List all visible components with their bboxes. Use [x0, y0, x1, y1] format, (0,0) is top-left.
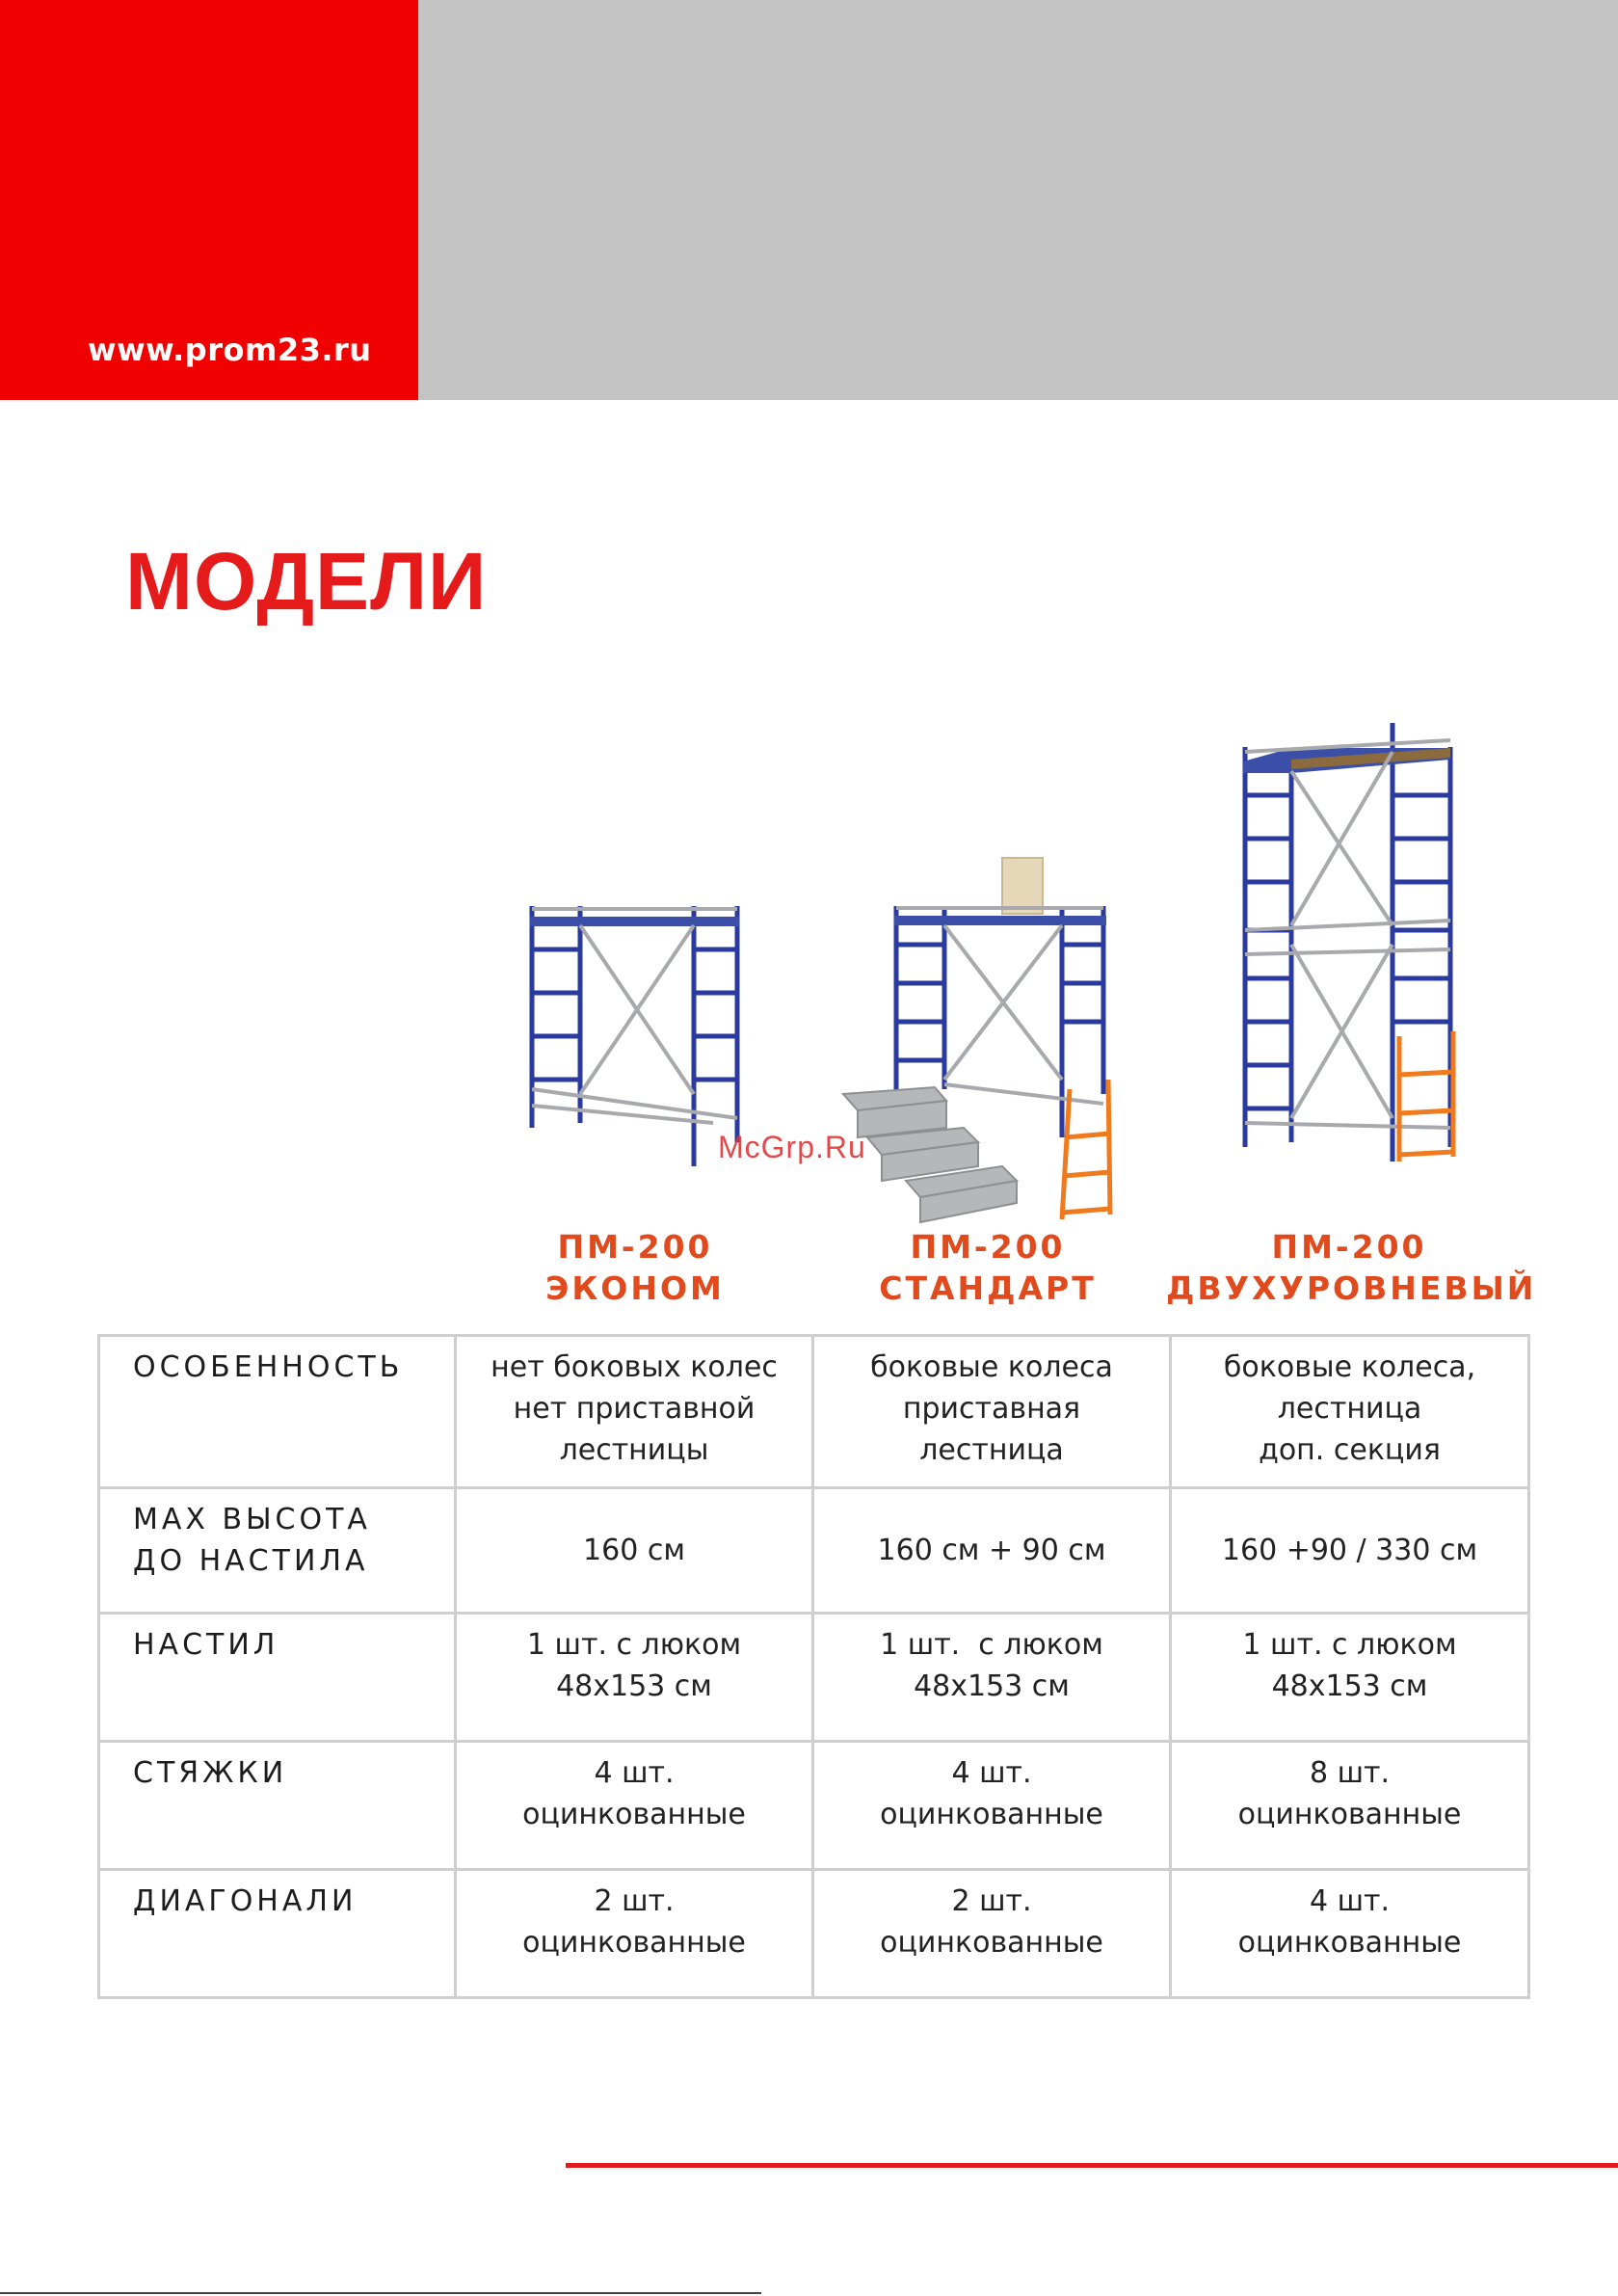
cell-line: 48х153 см [1271, 1669, 1428, 1703]
model-name-line1: ПМ-200 [1271, 1228, 1427, 1266]
cell-line: 48х153 см [556, 1669, 712, 1703]
table-cell [456, 1614, 813, 1742]
table-cell [456, 1742, 813, 1870]
cell-line: лестница [1277, 1392, 1422, 1426]
label-line: ДИАГОНАЛИ [133, 1884, 358, 1918]
row-label [99, 1870, 456, 1998]
specs-table [97, 1334, 1530, 1999]
label-line: ДО НАСТИЛА [133, 1544, 369, 1578]
cell-line: боковые колеса, [1223, 1350, 1476, 1384]
model-name-standart [805, 1226, 1171, 1309]
table-cell [1171, 1870, 1529, 1998]
cell-line: 1 шт. с люком [880, 1628, 1103, 1662]
table-cell [1171, 1742, 1529, 1870]
cell-line: лестницы [559, 1433, 709, 1467]
model-name-dvuhurovneviy [1166, 1226, 1537, 1309]
model-name-line2: СТАНДАРТ [879, 1269, 1097, 1307]
cell-line: 1 шт. с люком [526, 1628, 742, 1662]
cell-line: 4 шт. [1309, 1884, 1391, 1918]
cell-line: 160 см [583, 1534, 685, 1567]
cell-line: оцинкованные [522, 1798, 746, 1831]
row-label [99, 1742, 456, 1870]
cell-line: 2 шт. [594, 1884, 675, 1918]
watermark: McGrp.Ru [718, 1130, 866, 1164]
table-row [99, 1870, 1529, 1998]
site-url[interactable]: www.prom23.ru [88, 332, 372, 368]
table-cell [1171, 1614, 1529, 1742]
model-name-line1: ПМ-200 [910, 1228, 1066, 1266]
cell-line: нет приставной [513, 1392, 756, 1426]
cell-line: 160 см + 90 см [877, 1534, 1106, 1567]
cell-line: 160 +90 / 330 см [1221, 1534, 1478, 1567]
table-cell [1171, 1488, 1529, 1614]
cell-line: доп. секция [1259, 1433, 1441, 1467]
table-cell [813, 1742, 1171, 1870]
table-cell [813, 1488, 1171, 1614]
label-line: СТЯЖКИ [133, 1756, 288, 1790]
label-line: MAX ВЫСОТА [133, 1503, 371, 1536]
row-label [99, 1614, 456, 1742]
model-name-line1: ПМ-200 [557, 1228, 713, 1266]
scaffold-standart-image [838, 848, 1127, 1234]
label-line: НАСТИЛ [133, 1628, 279, 1662]
table-cell [456, 1336, 813, 1488]
table-row [99, 1742, 1529, 1870]
cell-line: оцинкованные [880, 1926, 1103, 1960]
cell-line: 48х153 см [914, 1669, 1070, 1703]
table-cell [1171, 1336, 1529, 1488]
cell-line: боковые колеса [870, 1350, 1113, 1384]
label-line: ОСОБЕННОСТЬ [133, 1350, 404, 1384]
page-title: МОДЕЛИ [125, 536, 488, 627]
table-row [99, 1336, 1529, 1488]
cell-line: нет боковых колес [491, 1350, 778, 1384]
row-label [99, 1336, 456, 1488]
header-gray-block [418, 0, 1618, 400]
model-name-econom [452, 1226, 818, 1309]
cell-line: оцинкованные [880, 1798, 1103, 1831]
cell-line: 4 шт. [594, 1756, 675, 1790]
cell-line: оцинкованные [1237, 1926, 1462, 1960]
cell-line: оцинкованные [522, 1926, 746, 1960]
row-label [99, 1488, 456, 1614]
cell-line: оцинкованные [1237, 1798, 1462, 1831]
model-name-line2: ДВУХУРОВНЕВЫЙ [1166, 1269, 1537, 1307]
table-row [99, 1614, 1529, 1742]
table-cell [813, 1614, 1171, 1742]
bottom-divider [0, 2292, 761, 2294]
cell-line: лестница [919, 1433, 1064, 1467]
footer-divider [566, 2163, 1618, 2168]
cell-line: приставная [902, 1392, 1081, 1426]
table-cell [813, 1336, 1171, 1488]
scaffold-econom-image [520, 892, 747, 1171]
cell-line: 4 шт. [951, 1756, 1032, 1790]
model-name-line2: ЭКОНОМ [545, 1269, 725, 1307]
cell-line: 1 шт. с люком [1242, 1628, 1457, 1662]
table-cell [456, 1488, 813, 1614]
cell-line: 8 шт. [1309, 1756, 1391, 1790]
scaffold-dvuhurovneviy-image [1233, 713, 1465, 1166]
cell-line: 2 шт. [951, 1884, 1032, 1918]
table-cell [813, 1870, 1171, 1998]
table-cell [456, 1870, 813, 1998]
table-row [99, 1488, 1529, 1614]
